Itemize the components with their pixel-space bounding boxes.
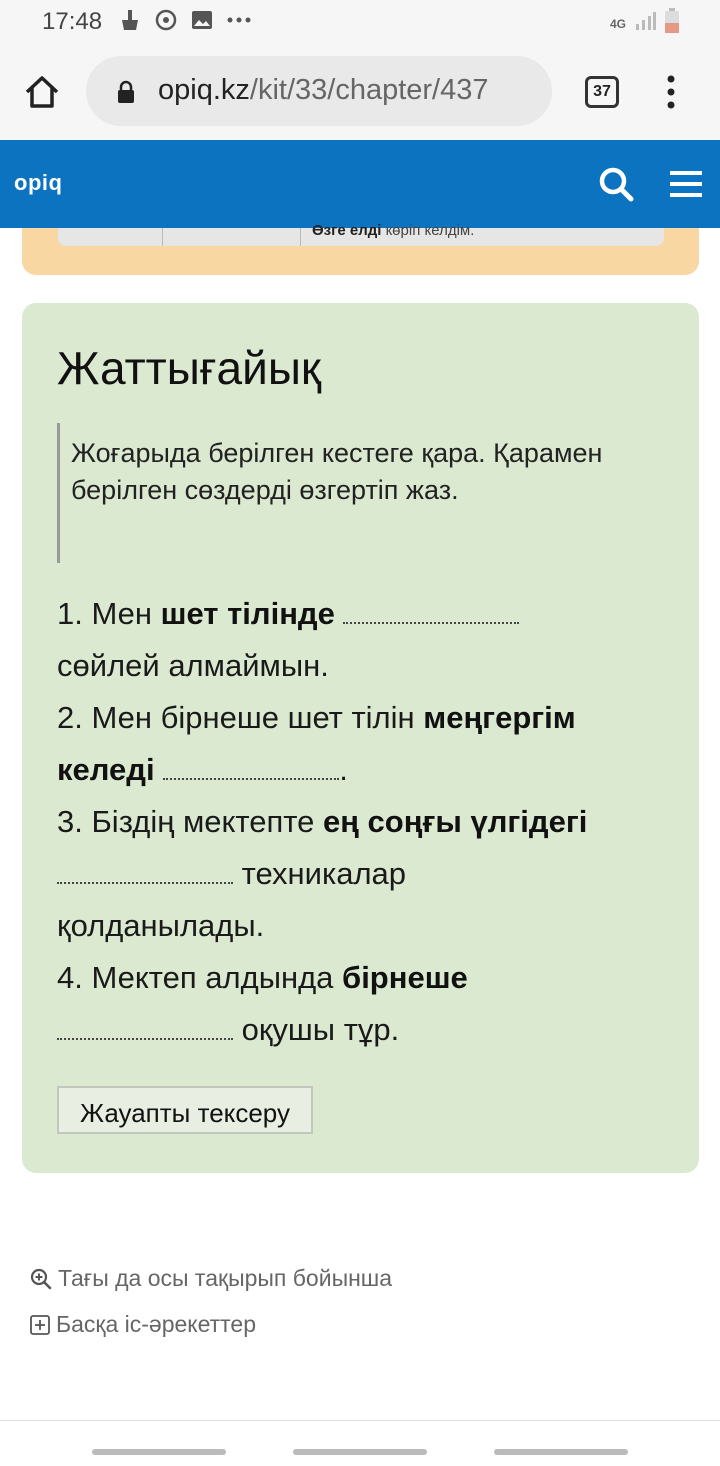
browser-toolbar — [0, 44, 720, 140]
more-topic-link[interactable] — [30, 1265, 392, 1292]
exercise-item-3-cont — [57, 856, 406, 892]
menu-button[interactable] — [670, 169, 702, 199]
footer-divider — [0, 1420, 720, 1421]
nav-gesture-handle[interactable] — [92, 1449, 226, 1455]
other-activities-link[interactable] — [30, 1311, 256, 1338]
broom-icon — [118, 8, 142, 37]
url-path: /kit/33/chapter/437 — [249, 74, 489, 106]
exercise-card — [22, 303, 699, 1173]
previous-table — [58, 222, 664, 246]
answer-blank-1[interactable] — [343, 618, 519, 624]
url-text — [158, 74, 489, 107]
home-button[interactable] — [22, 72, 62, 112]
exercise-item-4 — [57, 960, 468, 996]
more-icon — [226, 8, 252, 37]
other-activities-label: Басқа іс-әрекеттер — [56, 1311, 257, 1337]
battery-icon — [664, 8, 680, 39]
status-bar — [0, 0, 720, 44]
item-text: 1. Мен — [57, 596, 161, 631]
exercise-instruction — [57, 423, 671, 563]
home-icon — [22, 72, 62, 112]
exercise-item-4-cont — [57, 1012, 399, 1048]
item-text: оқушы тұр. — [241, 1012, 400, 1047]
previous-plain-text: көріп келдім. — [381, 222, 475, 239]
item-bold-text: шет тілінде — [160, 596, 335, 631]
item-bold-text: меңгергім — [423, 700, 576, 735]
url-host: opiq.kz — [158, 74, 250, 106]
exercise-item-1-cont: сөйлей алмаймын. — [57, 648, 329, 683]
exercise-item-3-cont2: қолданылады. — [57, 908, 265, 943]
plus-box-icon — [30, 1315, 50, 1335]
item-bold-text: ең соңғы үлгідегі — [322, 804, 588, 839]
answer-blank-3[interactable] — [57, 878, 233, 884]
exercise-item-2 — [57, 700, 576, 736]
sync-icon — [154, 8, 178, 37]
exercise-title: Жаттығайық — [57, 342, 322, 394]
search-button[interactable] — [598, 166, 634, 202]
nav-gesture-handle[interactable] — [494, 1449, 628, 1455]
item-text: 4. Мектеп алдында — [57, 960, 343, 995]
table-divider — [300, 228, 301, 246]
hamburger-icon — [670, 169, 702, 199]
previous-table-text — [312, 222, 474, 239]
tab-count-button[interactable]: 37 — [585, 76, 619, 108]
exercise-item-2-cont — [57, 752, 348, 788]
site-header — [0, 140, 720, 228]
exercise-item-3 — [57, 804, 587, 840]
browser-menu-button[interactable] — [664, 74, 678, 110]
answer-blank-4[interactable] — [57, 1034, 233, 1040]
item-text: . — [339, 752, 348, 787]
item-bold-text: бірнеше — [342, 960, 468, 995]
lock-icon — [116, 80, 136, 109]
item-text: 2. Мен бірнеше шет тілін — [57, 700, 424, 735]
answer-blank-2[interactable] — [163, 774, 339, 780]
more-topic-label: Тағы да осы тақырып бойынша — [58, 1265, 393, 1291]
status-time: 17:48 — [42, 8, 103, 35]
site-logo[interactable]: opiq — [14, 170, 63, 195]
status-right — [610, 8, 680, 39]
url-bar[interactable] — [86, 56, 552, 126]
instruction-text: Жоғарыда берілген кестеге қара. Қарамен берілген сөздерді өзгертіп жаз. — [71, 438, 603, 505]
status-icons — [118, 8, 252, 37]
item-text: 3. Біздің мектепте — [57, 804, 323, 839]
search-icon — [598, 166, 634, 202]
previous-card — [22, 222, 699, 275]
check-answer-button[interactable]: Жауапты тексеру — [57, 1086, 313, 1134]
previous-bold-text: Өзге елді — [312, 222, 382, 239]
vertical-dots-icon — [664, 74, 678, 110]
item-bold-text: келеді — [57, 752, 155, 787]
table-divider — [162, 228, 163, 246]
network-label: 4G — [609, 16, 626, 31]
exercise-item-1 — [57, 596, 519, 632]
signal-icon — [634, 10, 656, 37]
nav-gesture-handle[interactable] — [293, 1449, 427, 1455]
zoom-in-icon — [30, 1268, 52, 1290]
image-icon — [190, 8, 214, 37]
item-text: техникалар — [241, 856, 407, 891]
